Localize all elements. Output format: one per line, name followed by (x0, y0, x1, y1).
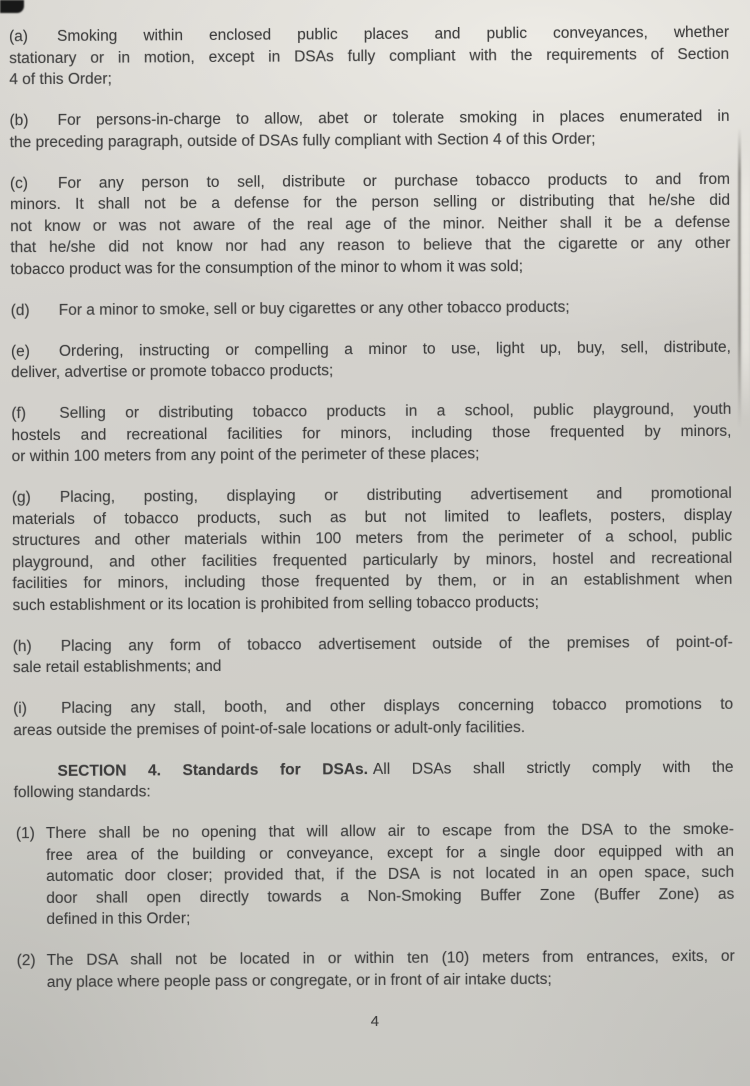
text-line (16, 946, 735, 972)
text-line: any place where people pass or congregate, or in front of air intake ducts; (46, 970, 552, 991)
section-heading: SECTION 4. Standards for DSAs. (57, 760, 368, 780)
item-label: (h) (12, 637, 32, 655)
paragraph-d (11, 295, 731, 321)
item-label: (i) (13, 700, 27, 718)
text-line: playground, and other facilities frequented particularly by minors, hostel and recreational (12, 549, 733, 571)
page-number: 4 (370, 1012, 380, 1030)
text-line: automatic door closer; provided that, if the DSA is not located in an open space, such (46, 863, 735, 886)
paragraph-list (9, 22, 735, 993)
text-line (13, 694, 733, 720)
text-line: sale retail establishments; and (12, 657, 222, 677)
line-text: All DSAs shall strictly comply with the (372, 758, 734, 778)
line-text: There shall be no opening that will allow air to escape from the DSA to the smoke- (45, 820, 734, 843)
text-line (13, 756, 733, 782)
text-line: door shall open directly towards a Non-Smoking Buffer Zone (Buffer Zone) as (46, 885, 735, 907)
item-label: (f) (11, 405, 27, 423)
standard-item-1 (14, 819, 735, 931)
paragraph-h (13, 631, 733, 678)
text-line: minors. It shall not be a defense for the person selling or distributing that he/she did (10, 191, 731, 214)
text-line: free area of the building or conveyance, except for a single door equipped with an (45, 842, 735, 864)
text-line: facilities for minors, including those frequented by them, or in an establishment when (12, 570, 733, 593)
paragraph-a (9, 22, 729, 91)
text-line (11, 295, 731, 321)
section-4-heading-paragraph (13, 756, 733, 803)
text-line: not know or was not aware of the real age of the minor. Neither shall it be a defense (10, 213, 731, 235)
line-text: Placing any form of tobacco advertisement outside of the premises of point-of- (60, 633, 733, 655)
paragraph-i (13, 694, 733, 741)
line-text: Smoking within enclosed public places and public conveyances, whether (56, 23, 730, 45)
item-label: (g) (11, 489, 31, 507)
text-line: the preceding paragraph, outside of DSAs fully compliant with Section 4 of this Order; (9, 130, 596, 151)
item-label: (1) (15, 825, 35, 843)
text-line: or within 100 meters from any point of the perimeter of these places; (11, 445, 480, 466)
item-label: (c) (9, 174, 29, 192)
text-line (11, 336, 731, 362)
line-text: For persons-in-charge to allow, abet or tolerate smoking in places enumerated in (57, 107, 730, 129)
text-line: stationary or in motion, except in DSAs fully compliant with the requirements of Section (9, 45, 730, 67)
text-line (13, 631, 733, 657)
line-text: Ordering, instructing or compelling a minor to use, light up, buy, sell, distribute, (58, 338, 732, 360)
line-text: Selling or distributing tobacco products in a school, public playground, youth (59, 400, 732, 422)
line-text: The DSA shall not be located in or within ten (10) meters from entrances, exits, or (46, 947, 735, 970)
standard-item-2 (15, 946, 735, 993)
item-label: (d) (10, 301, 30, 319)
item-label: (e) (10, 342, 30, 360)
line-text: For any person to sell, distribute or purchase tobacco products to and from (57, 170, 730, 192)
text-line: such establishment or its location is prohibited from selling tobacco products; (12, 593, 539, 614)
item-label: (b) (9, 112, 29, 130)
paragraph-f (11, 399, 731, 468)
paragraph-g (12, 483, 733, 616)
line-text: Placing, posting, displaying or distributing advertisement and promotional (59, 484, 732, 506)
text-line (9, 106, 729, 132)
line-text: Placing any stall, booth, and other displays concerning tobacco promotions to (61, 695, 734, 717)
text-line: tobacco product was for the consumption of the minor to whom it was sold; (10, 257, 524, 278)
text-line: deliver, advertise or promote tobacco products; (11, 362, 334, 382)
text-line: defined in this Order; (46, 910, 191, 929)
text-line: following standards: (13, 783, 151, 802)
item-label: (2) (16, 952, 36, 970)
text-line: areas outside the premises of point-of-sale locations or adult-only facilities. (13, 718, 526, 739)
paragraph-c (10, 168, 731, 280)
text-line: 4 of this Order; (9, 70, 112, 89)
text-line: that he/she did not know nor had any reason to believe that the cigarette or any other (10, 234, 731, 257)
paragraph-b (9, 106, 729, 153)
text-line: materials of tobacco products, such as but not limited to leaflets, posters, display (11, 506, 733, 528)
text-line: hostels and recreational facilities for minors, including those frequented by minors, (11, 422, 732, 444)
text-line: structures and other materials within 100 meters from the perimeter of a school, public (12, 527, 733, 550)
paragraph-e (11, 336, 731, 383)
line-text: For a minor to smoke, sell or buy cigarettes or any other tobacco products; (58, 298, 570, 319)
item-label: (a) (8, 28, 29, 46)
